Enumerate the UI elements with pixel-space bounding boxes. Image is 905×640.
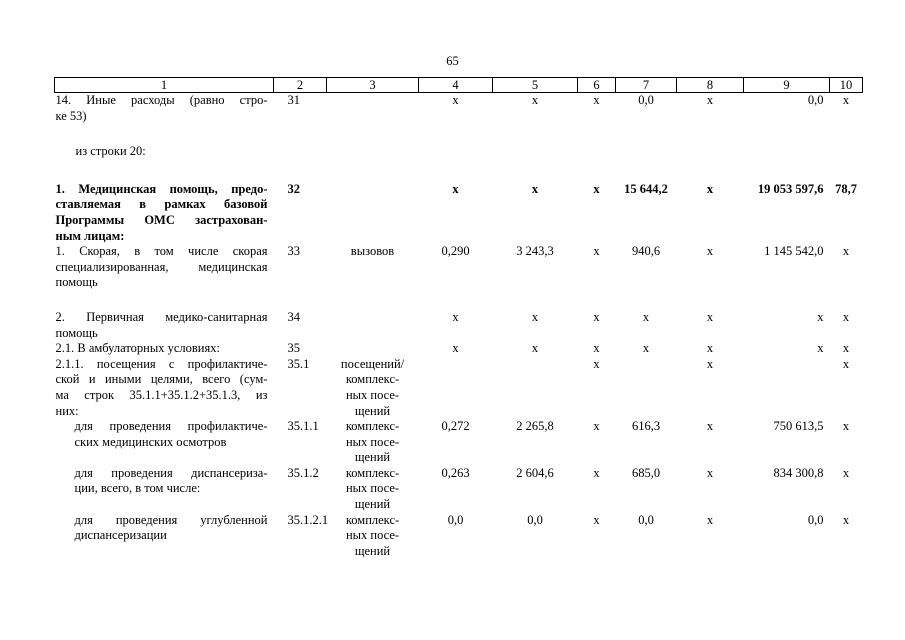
cell-col4: 0,263	[441, 465, 470, 480]
cell-col9: 1 145 542,0	[764, 244, 824, 259]
row-label-line: 1. Медицинская помощь, предо-	[55, 181, 268, 196]
cell-col8: х	[706, 512, 714, 527]
cell-col10: х	[842, 465, 850, 480]
cell-col6: х	[593, 309, 600, 324]
cell-col6: х	[593, 419, 600, 434]
cell-col5: 0,0	[527, 512, 543, 527]
cell-col5	[493, 357, 578, 419]
cell-col10: х	[842, 356, 850, 371]
row-label	[55, 310, 274, 341]
cell-col6: х	[593, 356, 600, 371]
cell-col6: х	[593, 181, 600, 196]
cell-col8: х	[706, 356, 714, 371]
row-code: 33	[287, 244, 300, 259]
row-unit-line: щений	[354, 403, 391, 418]
header-cell: 10	[830, 78, 863, 93]
header-cell: 1	[55, 78, 274, 93]
row-label	[55, 419, 274, 466]
cell-col4	[419, 357, 493, 419]
row-unit-line: щений	[354, 450, 391, 465]
row-unit-line: комплекс-	[345, 419, 400, 434]
cell-col4: х	[452, 181, 459, 196]
row-unit	[327, 310, 419, 341]
cell-col9: 750 613,5	[773, 419, 824, 434]
cell-col7: 685,0	[631, 465, 661, 480]
cell-col8: х	[706, 419, 714, 434]
row-unit-line: ных посе-	[345, 528, 400, 543]
row-unit-line: комплекс-	[345, 512, 400, 527]
row-unit	[327, 357, 419, 419]
row-label	[55, 244, 274, 310]
row-code: 35.1.2.1	[287, 512, 329, 527]
row-code: 35.1.1	[287, 419, 319, 434]
cell-col10: х	[842, 244, 850, 259]
row-label-line: 2.1.1. посещения с профилактиче-	[55, 356, 268, 371]
cell-col6: х	[593, 244, 600, 259]
row-unit-line: вызовов	[350, 244, 395, 259]
cell-col8: х	[706, 93, 714, 107]
cell-col9: 0,0	[807, 93, 824, 107]
table-row	[55, 182, 863, 244]
row-unit	[327, 466, 419, 513]
cell-col8: х	[706, 244, 714, 259]
cell-col6: х	[593, 465, 600, 480]
row-label-line: ма строк 35.1.1+35.1.2+35.1.3, из	[55, 387, 268, 402]
row-label	[55, 93, 274, 145]
cell-col4: х	[452, 309, 459, 324]
cell-col4: х	[452, 93, 459, 107]
row-unit-line: ных посе-	[345, 434, 400, 449]
cell-col4: 0,290	[441, 244, 470, 259]
row-label-line: 2.1. В амбулаторных условиях:	[55, 341, 220, 356]
row-label	[55, 466, 274, 513]
row-label-line: 1. Скорая, в том числе скорая	[55, 244, 268, 259]
cell-col6: х	[593, 93, 600, 107]
cell-col7: 15 644,2	[624, 181, 668, 196]
cell-col6: х	[593, 512, 600, 527]
data-table	[54, 77, 863, 559]
row-unit	[327, 513, 419, 560]
row-label-line: помощь	[55, 275, 98, 290]
row-unit	[327, 244, 419, 310]
cell-col7: 940,6	[631, 244, 661, 259]
header-cell: 8	[677, 78, 744, 93]
cell-col6: х	[593, 341, 600, 356]
header-cell: 2	[274, 78, 327, 93]
header-cell: 7	[616, 78, 677, 93]
cell-col10: х	[842, 419, 850, 434]
cell-col4: 0,272	[441, 419, 470, 434]
row-label-line: из строки 20:	[75, 144, 146, 159]
cell-col5: х	[531, 93, 539, 107]
cell-col9: х	[817, 341, 824, 356]
page-number: 65	[446, 54, 459, 68]
cell-col4: 0,0	[447, 512, 464, 527]
row-label-line: них:	[55, 403, 79, 418]
header-cell: 3	[327, 78, 419, 93]
cell-col10: х	[842, 93, 850, 107]
row-unit	[327, 182, 419, 244]
row-label-line: 14. Иные расходы (равно стро-	[55, 93, 268, 107]
cell-col8: х	[706, 309, 714, 324]
table-row	[55, 144, 863, 182]
row-label-line: диспансеризации	[74, 528, 167, 543]
cell-col10: х	[842, 512, 850, 527]
cell-col5: 2 604,6	[516, 465, 554, 480]
cell-col9: 834 300,8	[773, 465, 824, 480]
row-unit-line: щений	[354, 543, 391, 558]
header-cell: 9	[744, 78, 830, 93]
row-unit-line: комплекс-	[345, 465, 400, 480]
row-code: 35.1.2	[287, 465, 319, 480]
cell-col5: х	[531, 341, 539, 356]
cell-col7: х	[642, 309, 650, 324]
row-label-line: ских медицинских осмотров	[74, 434, 227, 449]
header-cell: 6	[578, 78, 616, 93]
cell-col7: х	[642, 341, 650, 356]
row-code: 35.1	[287, 356, 310, 371]
cell-col4: х	[452, 341, 459, 356]
row-label-line: помощь	[55, 325, 98, 340]
cell-col10: х	[842, 341, 850, 356]
cell-col5: 2 265,8	[516, 419, 554, 434]
row-label	[55, 144, 863, 182]
row-label-line: Программы ОМС застрахован-	[55, 212, 268, 227]
cell-col8: х	[706, 181, 714, 196]
table-row	[55, 310, 863, 341]
cell-col10: х	[842, 309, 850, 324]
row-label	[55, 341, 274, 357]
header-cell: 4	[419, 78, 493, 93]
cell-col8: х	[706, 465, 714, 480]
row-code: 32	[287, 181, 300, 196]
row-code: 34	[287, 309, 300, 324]
row-label	[55, 357, 274, 419]
row-label	[55, 182, 274, 244]
cell-col10: 78,7	[835, 181, 857, 196]
row-label-line: ской и иными целями, всего (сум-	[55, 372, 268, 387]
table-row	[55, 357, 863, 419]
row-label-line: ции, всего, в том числе:	[74, 481, 201, 496]
row-code: 31	[287, 93, 300, 107]
row-unit-line: ных посе-	[345, 481, 400, 496]
row-label-line: для проведения профилактиче-	[74, 419, 268, 434]
cell-col9: 0,0	[807, 512, 824, 527]
cell-col7	[616, 357, 677, 419]
cell-col7: 616,3	[631, 419, 661, 434]
row-unit-line: посещений/	[340, 356, 405, 371]
table-row	[55, 419, 863, 466]
row-label	[55, 513, 274, 560]
row-label-line: ставляемая в рамках базовой	[55, 197, 268, 212]
table-row	[55, 466, 863, 513]
table-row	[55, 513, 863, 560]
cell-col7: 0,0	[638, 93, 654, 107]
table-row	[55, 244, 863, 310]
row-code: 35	[287, 341, 300, 356]
row-unit	[327, 341, 419, 357]
cell-col9	[744, 357, 830, 419]
row-label-line: для проведения диспансериза-	[74, 465, 268, 480]
cell-col5: х	[531, 181, 539, 196]
cell-col9: 19 053 597,6	[757, 181, 824, 196]
row-unit-line: ных посе-	[345, 387, 400, 402]
table-row	[55, 341, 863, 357]
row-unit-line: комплекс-	[345, 372, 400, 387]
row-unit-line: щений	[354, 497, 391, 512]
cell-col7: 0,0	[638, 512, 654, 527]
row-label-line: ным лицам:	[55, 228, 125, 243]
header-cell: 5	[493, 78, 578, 93]
cell-col9: х	[817, 309, 824, 324]
row-label-line: специализированная, медицинская	[55, 259, 268, 274]
row-label-line: для проведения углубленной	[74, 512, 268, 527]
column-number-header	[55, 78, 863, 93]
row-label-line: ке 53)	[55, 108, 87, 123]
row-unit	[327, 419, 419, 466]
cell-col5: 3 243,3	[516, 244, 554, 259]
cell-col5: х	[531, 309, 539, 324]
table-row	[55, 93, 863, 145]
cell-col8: х	[706, 341, 714, 356]
row-unit	[327, 93, 419, 145]
row-label-line: 2. Первичная медико-санитарная	[55, 309, 268, 324]
